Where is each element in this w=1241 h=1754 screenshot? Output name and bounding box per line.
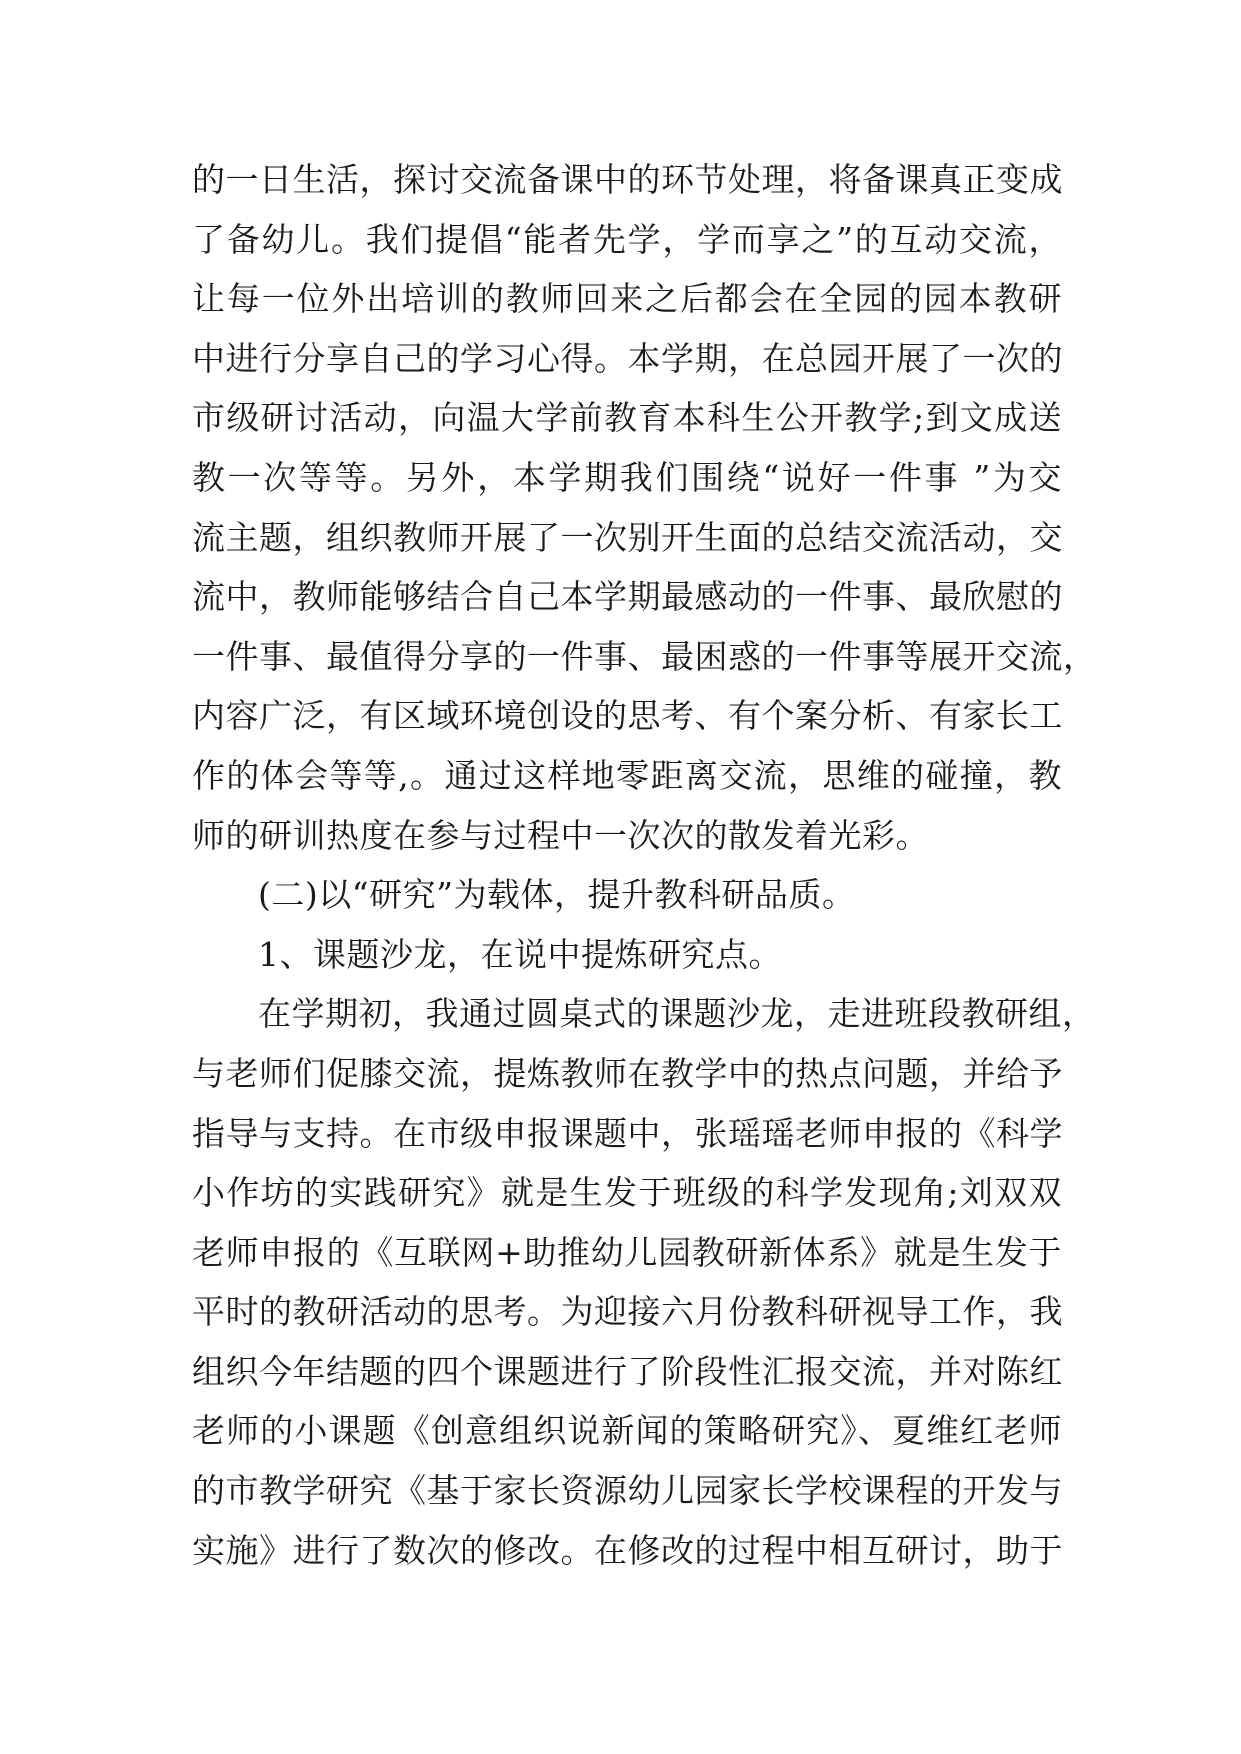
text-line: 教一次等等。另外，本学期我们围绕“说好一件事 ”为交 bbox=[192, 457, 1062, 497]
section-heading: (二)以“研究”为载体，提升教科研品质。 bbox=[258, 875, 856, 915]
text-line: 让每一位外出培训的教师回来之后都会在全园的园本教研 bbox=[192, 279, 1062, 319]
body-text bbox=[192, 150, 1097, 1580]
text-line: 中进行分享自己的学习心得。本学期，在总园开展了一次的 bbox=[192, 338, 1063, 378]
text-line: 与老师们促膝交流，提炼教师在教学中的热点问题，并给予 bbox=[192, 1053, 1063, 1093]
text-line: 市级研讨活动，向温大学前教育本科生公开教学;到文成送 bbox=[192, 398, 1062, 438]
text-line: 的一日生活，探讨交流备课中的环节处理，将备课真正变成 bbox=[192, 160, 1063, 199]
text-line: 组织今年结题的四个课题进行了阶段性汇报交流，并对陈红 bbox=[192, 1351, 1063, 1391]
text-line: 老师的小课题《创意组织说新闻的策略研究》、夏维红老师 bbox=[192, 1411, 1062, 1451]
text-line: 作的体会等等,。通过这样地零距离交流，思维的碰撞，教 bbox=[192, 755, 1062, 795]
text-line: 平时的教研活动的思考。为迎接六月份教科研视导工作，我 bbox=[192, 1292, 1063, 1332]
text-line: 师的研训热度在参与过程中一次次的散发着光彩。 bbox=[192, 815, 929, 855]
text-line: 在学期初，我通过圆桌式的课题沙龙，走进班段教研组， bbox=[258, 994, 1096, 1034]
text-line: 流中，教师能够结合自己本学期最感动的一件事、最欣慰的 bbox=[192, 577, 1063, 617]
text-line: 了备幼儿。我们提倡“能者先学，学而享之”的互动交流， bbox=[192, 219, 1062, 259]
text-line: 流主题，组织教师开展了一次别开生面的总结交流活动，交 bbox=[192, 517, 1063, 557]
text-line: 实施》进行了数次的修改。在修改的过程中相互研讨，助于 bbox=[192, 1530, 1063, 1570]
text-line: 指导与支持。在市级申报课题中，张瑶瑶老师申报的《科学 bbox=[192, 1113, 1063, 1153]
text-line: 的市教学研究《基于家长资源幼儿园家长学校课程的开发与 bbox=[192, 1471, 1063, 1511]
text-line: 老师申报的《互联网+助推幼儿园教研新体系》就是生发于 bbox=[192, 1232, 1062, 1272]
text-line: 一件事、最值得分享的一件事、最困惑的一件事等展开交流， bbox=[192, 636, 1097, 676]
text-line: 内容广泛，有区域环境创设的思考、有个案分析、有家长工 bbox=[192, 696, 1063, 736]
text-line: 小作坊的实践研究》就是生发于班级的科学发现角;刘双双 bbox=[192, 1173, 1062, 1213]
subsection-heading: 1、课题沙龙，在说中提炼研究点。 bbox=[258, 934, 782, 974]
